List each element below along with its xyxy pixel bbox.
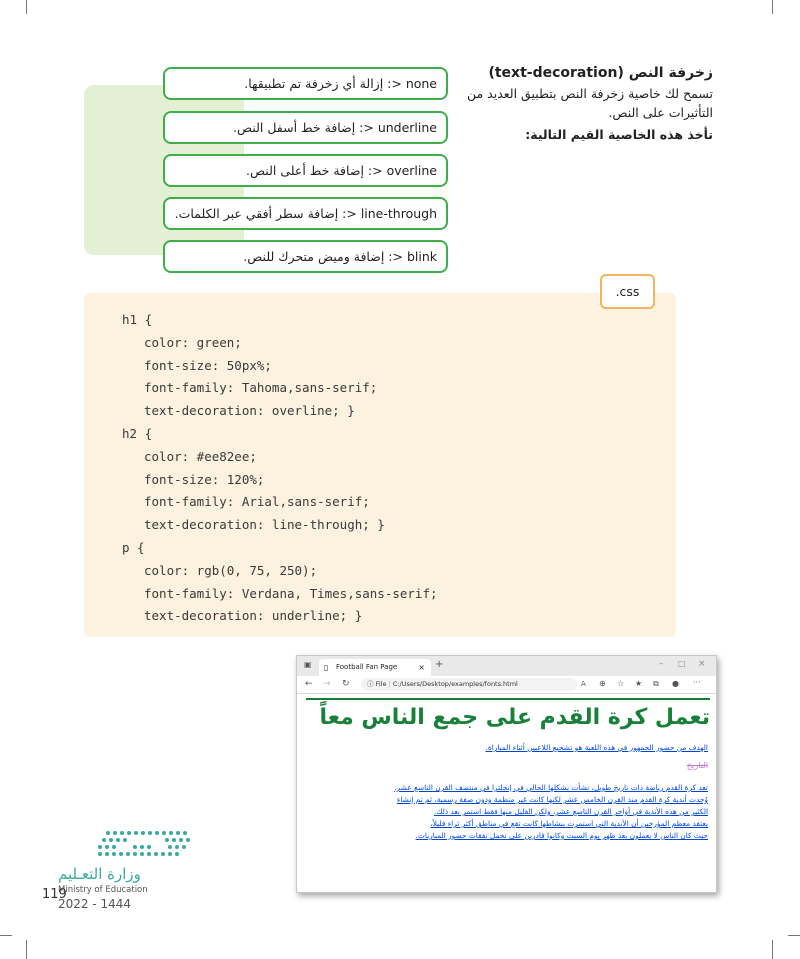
code-line-h1-family: font-family: Tahoma,sans-serif; <box>144 380 378 396</box>
code-line-h2-deco: text-decoration: line-through; } <box>144 517 385 533</box>
value-line-through: line-through <: إضافة سطر أفقي عبر الكلمات. <box>163 197 448 230</box>
value-none: none <: إزالة أي زخرفة تم تطبيقها. <box>163 67 448 100</box>
crop-mark <box>772 0 773 14</box>
new-tab-icon[interactable]: + <box>435 659 444 670</box>
tab-actions-icon[interactable]: ▣ <box>304 660 312 669</box>
favorites-add-icon[interactable]: ☆ <box>617 679 625 688</box>
minimize-icon[interactable]: – <box>659 659 664 669</box>
paragraph-line: وُجدت أندية كرة القدم منذ القرن الخامس عشر لكنها كانت غير منظمة ودون صفة رسمية، ثم تم إنشاء <box>396 795 708 804</box>
page-icon: ▯ <box>324 663 329 672</box>
values-heading: تأخذ هذه الخاصية القيم التالية: <box>525 127 713 142</box>
collections-icon[interactable]: ⧉ <box>653 679 659 688</box>
tab-title: Football Fan Page <box>336 663 398 671</box>
more-icon[interactable]: ··· <box>693 678 701 687</box>
css-file-tab: .css <box>600 274 655 309</box>
rendered-h2: التاريخ <box>686 760 708 770</box>
rendered-page <box>297 694 716 892</box>
value-overline: overline <: إضافة خط أعلى النص. <box>163 154 448 187</box>
zoom-icon[interactable]: ⊕ <box>599 679 606 688</box>
browser-tab[interactable] <box>319 659 431 676</box>
url-field[interactable]: ⓘ File | C:/Users/Desktop/examples/fonts.html <box>361 678 577 691</box>
edition-year: 2022 - 1444 <box>58 897 132 911</box>
maximize-icon[interactable]: □ <box>678 659 686 668</box>
value-blink: blink <: إضافة وميض متحرك للنص. <box>163 240 448 273</box>
browser-tab-bar <box>297 656 716 676</box>
paragraph-line: تعد كرة القدم رياضة ذات تاريخ طويل، نشأت بشكلها الحالي في إنجلترا في منتصف القرن التاسع عشر. <box>394 783 708 792</box>
code-line-h1-color: color: green; <box>144 334 242 350</box>
code-line-p-selector: p { <box>122 539 145 555</box>
ministry-name-arabic: وزارة التعـليم <box>58 865 141 883</box>
code-line-h1-selector: h1 { <box>122 312 153 327</box>
rendered-paragraph-1: الهدف من حضور الجمهور في هذه اللعبة هو تشجيع اللاعبين أثناء المباراة. <box>485 743 708 752</box>
address-bar <box>297 676 716 694</box>
ministry-name-english: Ministry of Education <box>58 885 148 895</box>
url-text: C:/Users/Desktop/examples/fonts.html <box>392 680 518 688</box>
crop-mark <box>788 935 800 936</box>
section-description: تسمح لك خاصية زخرفة النص بتطبيق العديد من التأثيرات على النص. <box>466 86 713 120</box>
section-title: زخرفة النص (text-decoration) <box>488 65 713 81</box>
code-line-h2-family: font-family: Arial,sans-serif; <box>144 494 370 510</box>
crop-mark <box>772 940 773 959</box>
code-line-h1-size: font-size: 50px%; <box>144 357 272 373</box>
rendered-paragraph-2 <box>308 782 708 842</box>
code-line-h2-size: font-size: 120%; <box>144 471 265 487</box>
info-icon: ⓘ <box>367 680 374 688</box>
profile-icon[interactable]: ● <box>672 679 679 688</box>
crop-mark <box>26 940 27 959</box>
section-intro <box>453 62 713 146</box>
paragraph-line: يعتقد معظم المؤرخين أن الأندية التي استمرت بنشاطها كانت تقع في مناطق أكثر ثراء قليلاً، <box>430 819 708 828</box>
code-line-p-deco: text-decoration: underline; } <box>144 608 363 624</box>
back-icon[interactable]: ← <box>305 679 313 689</box>
value-underline: underline <: إضافة خط أسفل النص. <box>163 111 448 144</box>
paragraph-line: حيث كان الناس لا يعملون بعد ظهر يوم السبت وكانوا قادرين على تحمل نفقات حضور المباريات. <box>415 831 708 840</box>
refresh-icon[interactable]: ↻ <box>342 679 350 689</box>
code-line-h1-deco: text-decoration: overline; } <box>144 403 355 419</box>
close-tab-icon[interactable]: × <box>418 663 425 672</box>
code-line-h2-selector: h2 { <box>122 425 153 441</box>
close-window-icon[interactable]: × <box>698 659 706 669</box>
crop-mark <box>0 935 12 936</box>
code-line-h2-color: color: #ee82ee; <box>144 448 257 464</box>
rendered-h1: تعمل كرة القدم على جمع الناس معاً <box>306 698 710 732</box>
read-aloud-icon[interactable]: A <box>581 680 586 688</box>
page-number: 119 <box>42 887 67 902</box>
crop-mark <box>26 0 27 14</box>
paragraph-line: الكثير من هذه الأندية في أواخر القرن التاسع عشر، ولكن القليل منها فقط استمر بعد ذلك. <box>434 807 708 816</box>
css-code <box>122 309 438 628</box>
code-line-p-color: color: rgb(0, 75, 250); <box>144 562 318 578</box>
forward-icon[interactable]: → <box>323 679 331 689</box>
url-scheme: File <box>375 680 387 688</box>
code-line-p-family: font-family: Verdana, Times,sans-serif; <box>144 585 438 601</box>
favorites-icon[interactable]: ★ <box>635 679 643 688</box>
browser-window <box>296 655 717 893</box>
